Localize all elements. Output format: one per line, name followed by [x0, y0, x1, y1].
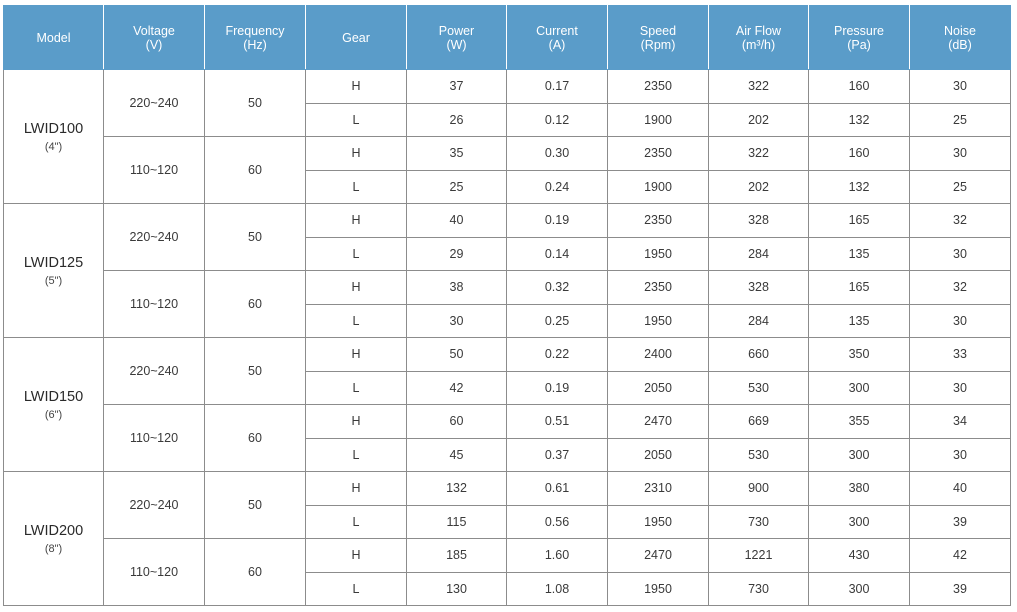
airflow-cell: 328 — [709, 204, 809, 238]
header-title: Noise — [944, 23, 976, 38]
header-title: Voltage — [133, 23, 175, 38]
voltage-cell: 220~240 — [104, 70, 205, 137]
speed-cell: 2400 — [608, 338, 709, 372]
gear-cell: H — [306, 137, 407, 171]
current-cell: 0.32 — [507, 271, 608, 305]
header-unit: (W) — [446, 37, 467, 52]
noise-cell: 30 — [910, 237, 1011, 271]
pressure-cell: 132 — [809, 170, 910, 204]
power-cell: 42 — [407, 371, 507, 405]
table-row — [4, 539, 1011, 573]
header-current — [507, 6, 608, 70]
speed-cell: 2350 — [608, 70, 709, 104]
speed-cell: 2050 — [608, 371, 709, 405]
voltage-cell: 220~240 — [104, 338, 205, 405]
gear-cell: L — [306, 572, 407, 606]
header-unit: (Hz) — [243, 37, 267, 52]
power-cell: 132 — [407, 472, 507, 506]
current-cell: 0.12 — [507, 103, 608, 137]
header-title: Model — [36, 30, 71, 45]
table-row — [4, 271, 1011, 305]
power-cell: 45 — [407, 438, 507, 472]
voltage-cell: 110~120 — [104, 405, 205, 472]
speed-cell: 1950 — [608, 572, 709, 606]
gear-cell: L — [306, 103, 407, 137]
noise-cell: 32 — [910, 204, 1011, 238]
speed-cell: 1950 — [608, 304, 709, 338]
gear-cell: L — [306, 304, 407, 338]
speed-cell: 2470 — [608, 539, 709, 573]
current-cell: 0.61 — [507, 472, 608, 506]
model-cell — [4, 338, 104, 472]
fan-spec-table — [3, 5, 1011, 606]
airflow-cell: 322 — [709, 70, 809, 104]
noise-cell: 25 — [910, 103, 1011, 137]
airflow-cell: 284 — [709, 304, 809, 338]
noise-cell: 32 — [910, 271, 1011, 305]
noise-cell: 34 — [910, 405, 1011, 439]
frequency-cell: 50 — [205, 338, 306, 405]
header-power — [407, 6, 507, 70]
model-size: (6") — [44, 408, 63, 421]
header-title: Frequency — [225, 23, 285, 38]
noise-cell: 25 — [910, 170, 1011, 204]
header-title: Speed — [639, 23, 677, 38]
gear-cell: H — [306, 405, 407, 439]
pressure-cell: 300 — [809, 438, 910, 472]
power-cell: 29 — [407, 237, 507, 271]
noise-cell: 30 — [910, 371, 1011, 405]
speed-cell: 1900 — [608, 103, 709, 137]
model-cell — [4, 70, 104, 204]
power-cell: 115 — [407, 505, 507, 539]
current-cell: 0.30 — [507, 137, 608, 171]
speed-cell: 2310 — [608, 472, 709, 506]
noise-cell: 30 — [910, 438, 1011, 472]
current-cell: 0.37 — [507, 438, 608, 472]
header-unit: (V) — [145, 37, 163, 52]
pressure-cell: 380 — [809, 472, 910, 506]
airflow-cell: 284 — [709, 237, 809, 271]
voltage-cell: 220~240 — [104, 204, 205, 271]
speed-cell: 2350 — [608, 271, 709, 305]
pressure-cell: 300 — [809, 572, 910, 606]
power-cell: 130 — [407, 572, 507, 606]
airflow-cell: 328 — [709, 271, 809, 305]
header-title: Pressure — [833, 23, 885, 38]
header-noise — [910, 6, 1011, 70]
noise-cell: 30 — [910, 137, 1011, 171]
speed-cell: 1950 — [608, 237, 709, 271]
airflow-cell: 660 — [709, 338, 809, 372]
power-cell: 30 — [407, 304, 507, 338]
header-unit: (m³/h) — [741, 37, 776, 52]
speed-cell: 2470 — [608, 405, 709, 439]
model-cell — [4, 204, 104, 338]
model-name: LWID100 — [23, 120, 84, 137]
airflow-cell: 900 — [709, 472, 809, 506]
pressure-cell: 350 — [809, 338, 910, 372]
airflow-cell: 730 — [709, 572, 809, 606]
model-cell — [4, 472, 104, 606]
pressure-cell: 135 — [809, 304, 910, 338]
power-cell: 185 — [407, 539, 507, 573]
pressure-cell: 430 — [809, 539, 910, 573]
current-cell: 0.19 — [507, 204, 608, 238]
power-cell: 25 — [407, 170, 507, 204]
power-cell: 40 — [407, 204, 507, 238]
frequency-cell: 60 — [205, 539, 306, 606]
gear-cell: H — [306, 338, 407, 372]
airflow-cell: 322 — [709, 137, 809, 171]
voltage-cell: 110~120 — [104, 137, 205, 204]
table-row — [4, 338, 1011, 372]
airflow-cell: 202 — [709, 103, 809, 137]
gear-cell: L — [306, 237, 407, 271]
speed-cell: 2350 — [608, 204, 709, 238]
table-row — [4, 70, 1011, 104]
header-title: Gear — [342, 30, 370, 45]
header-voltage — [104, 6, 205, 70]
model-name: LWID200 — [23, 522, 84, 539]
gear-cell: L — [306, 505, 407, 539]
gear-cell: H — [306, 204, 407, 238]
gear-cell: H — [306, 70, 407, 104]
header-airflow — [709, 6, 809, 70]
header-unit: (Rpm) — [640, 37, 676, 52]
frequency-cell: 50 — [205, 204, 306, 271]
current-cell: 0.19 — [507, 371, 608, 405]
table-row — [4, 137, 1011, 171]
model-name: LWID125 — [23, 254, 84, 271]
header-unit: (dB) — [948, 37, 972, 52]
header-gear — [306, 6, 407, 70]
table-row — [4, 405, 1011, 439]
pressure-cell: 160 — [809, 137, 910, 171]
header-title: Current — [536, 23, 578, 38]
header-pressure — [809, 6, 910, 70]
table-body — [4, 70, 1011, 606]
gear-cell: L — [306, 170, 407, 204]
speed-cell: 2050 — [608, 438, 709, 472]
noise-cell: 30 — [910, 70, 1011, 104]
current-cell: 0.24 — [507, 170, 608, 204]
spec-table-container — [3, 5, 1010, 606]
current-cell: 0.56 — [507, 505, 608, 539]
gear-cell: L — [306, 438, 407, 472]
noise-cell: 39 — [910, 572, 1011, 606]
noise-cell: 30 — [910, 304, 1011, 338]
current-cell: 1.60 — [507, 539, 608, 573]
pressure-cell: 160 — [809, 70, 910, 104]
current-cell: 0.22 — [507, 338, 608, 372]
current-cell: 0.51 — [507, 405, 608, 439]
current-cell: 0.25 — [507, 304, 608, 338]
header-unit: (Pa) — [847, 37, 871, 52]
pressure-cell: 135 — [809, 237, 910, 271]
noise-cell: 42 — [910, 539, 1011, 573]
model-name: LWID150 — [23, 388, 84, 405]
header-model — [4, 6, 104, 70]
current-cell: 1.08 — [507, 572, 608, 606]
frequency-cell: 60 — [205, 271, 306, 338]
table-row — [4, 472, 1011, 506]
model-size: (4") — [44, 140, 63, 153]
header-title: Power — [438, 23, 475, 38]
noise-cell: 33 — [910, 338, 1011, 372]
frequency-cell: 50 — [205, 472, 306, 539]
airflow-cell: 1221 — [709, 539, 809, 573]
header-row — [4, 6, 1011, 70]
model-size: (5") — [44, 274, 63, 287]
gear-cell: H — [306, 271, 407, 305]
speed-cell: 2350 — [608, 137, 709, 171]
speed-cell: 1900 — [608, 170, 709, 204]
pressure-cell: 300 — [809, 371, 910, 405]
voltage-cell: 110~120 — [104, 271, 205, 338]
header-speed — [608, 6, 709, 70]
frequency-cell: 60 — [205, 137, 306, 204]
speed-cell: 1950 — [608, 505, 709, 539]
airflow-cell: 530 — [709, 371, 809, 405]
header-frequency — [205, 6, 306, 70]
noise-cell: 39 — [910, 505, 1011, 539]
voltage-cell: 220~240 — [104, 472, 205, 539]
header-title: Air Flow — [735, 23, 782, 38]
power-cell: 35 — [407, 137, 507, 171]
current-cell: 0.17 — [507, 70, 608, 104]
power-cell: 37 — [407, 70, 507, 104]
airflow-cell: 730 — [709, 505, 809, 539]
voltage-cell: 110~120 — [104, 539, 205, 606]
frequency-cell: 60 — [205, 405, 306, 472]
model-size: (8") — [44, 542, 63, 555]
pressure-cell: 300 — [809, 505, 910, 539]
power-cell: 50 — [407, 338, 507, 372]
power-cell: 26 — [407, 103, 507, 137]
airflow-cell: 669 — [709, 405, 809, 439]
header-unit: (A) — [548, 37, 566, 52]
frequency-cell: 50 — [205, 70, 306, 137]
power-cell: 38 — [407, 271, 507, 305]
airflow-cell: 530 — [709, 438, 809, 472]
power-cell: 60 — [407, 405, 507, 439]
pressure-cell: 355 — [809, 405, 910, 439]
gear-cell: H — [306, 539, 407, 573]
pressure-cell: 132 — [809, 103, 910, 137]
pressure-cell: 165 — [809, 204, 910, 238]
gear-cell: H — [306, 472, 407, 506]
gear-cell: L — [306, 371, 407, 405]
airflow-cell: 202 — [709, 170, 809, 204]
current-cell: 0.14 — [507, 237, 608, 271]
pressure-cell: 165 — [809, 271, 910, 305]
noise-cell: 40 — [910, 472, 1011, 506]
table-row — [4, 204, 1011, 238]
